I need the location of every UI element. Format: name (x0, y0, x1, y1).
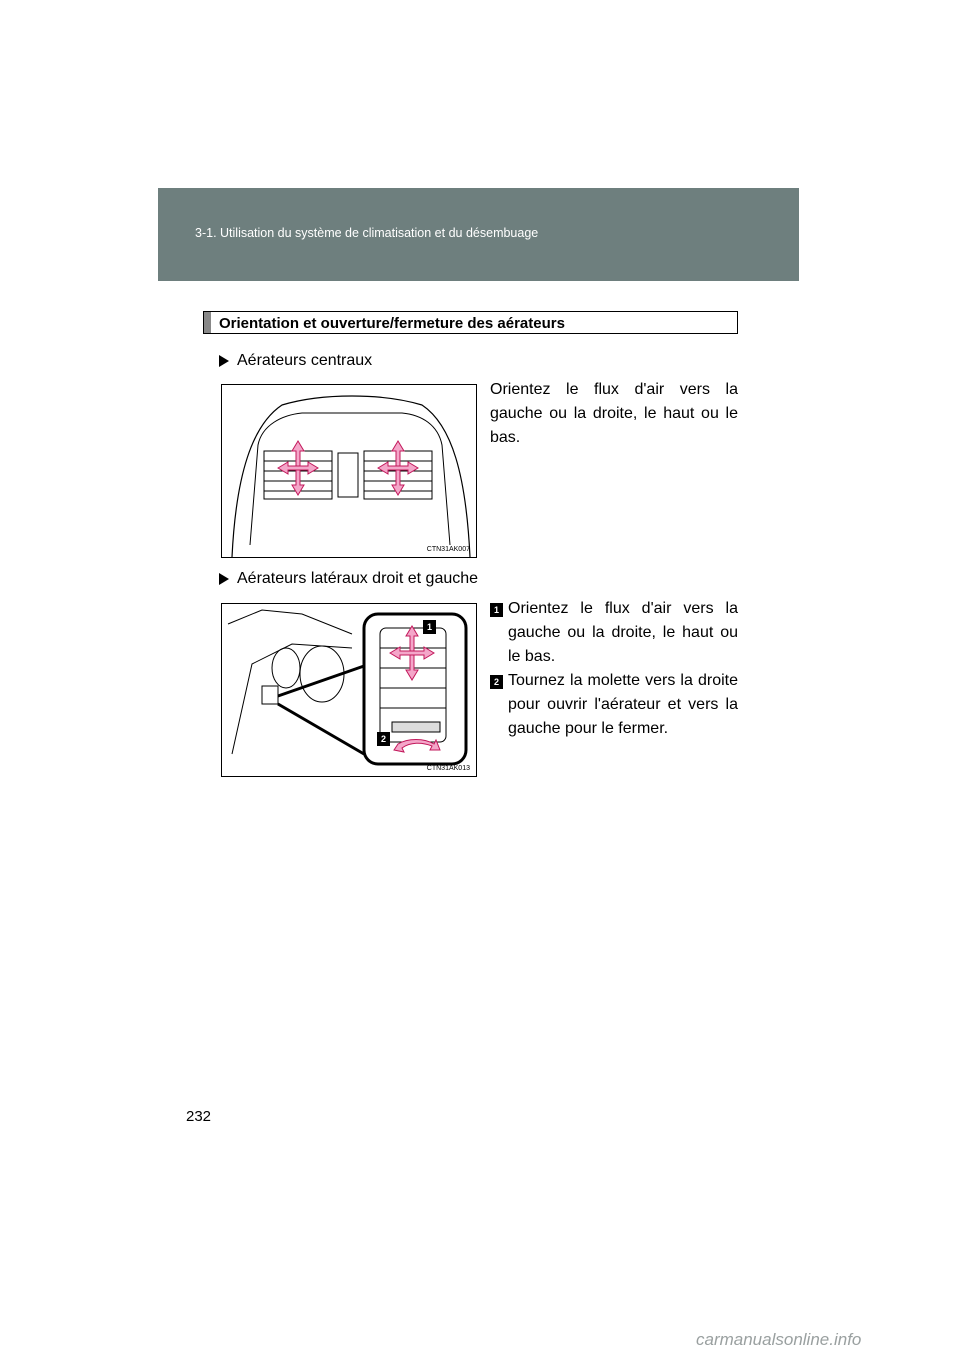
callout-1-badge: 1 (423, 620, 436, 634)
triangle-bullet-icon (219, 355, 229, 367)
side-vents-figure (221, 603, 477, 777)
item-text: Tournez la molette vers la droite pour ouvrir l'aérateur et vers la gauche pour le fermer. (508, 672, 738, 737)
central-vents-text: Orientez le flux d'air vers la gauche ou la droite, le haut ou le bas. (490, 381, 738, 446)
section-title-bar (204, 312, 211, 333)
item-text: Orientez le flux d'air vers la gauche ou la droite, le haut ou le bas. (508, 600, 738, 665)
item-number-badge: 2 (490, 675, 503, 689)
side-vents-illustration (222, 604, 476, 776)
central-vents-illustration (222, 385, 476, 557)
section-title-box (203, 311, 738, 334)
side-figure-code: CTN31AK013 (426, 765, 470, 772)
callout-2-badge: 2 (377, 732, 390, 746)
central-vents-figure (221, 384, 477, 558)
side-vents-heading: Aérateurs latéraux droit et gauche (219, 570, 478, 588)
item-number-badge: 1 (490, 603, 503, 617)
section-title: Orientation et ouverture/fermeture des aérateurs (219, 315, 565, 332)
chapter-breadcrumb: 3-1. Utilisation du système de climatisation et du désembuage (195, 226, 539, 240)
central-vents-heading: Aérateurs centraux (219, 352, 372, 370)
central-figure-code: CTN31AK007 (426, 546, 470, 553)
triangle-bullet-icon (219, 573, 229, 585)
footer-watermark: carmanualsonline.info (696, 1330, 862, 1349)
page-number: 232 (186, 1108, 212, 1125)
